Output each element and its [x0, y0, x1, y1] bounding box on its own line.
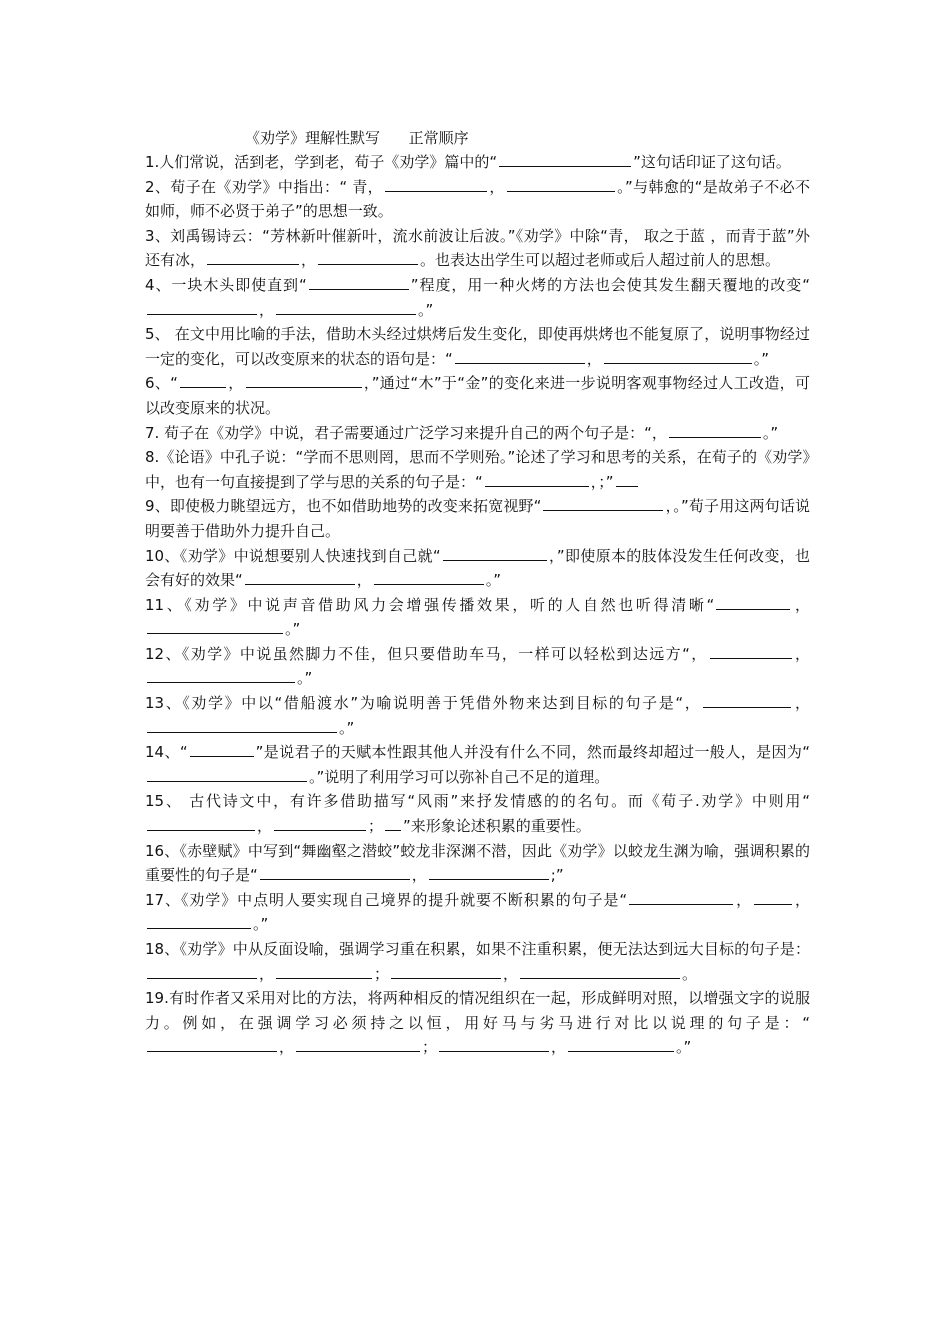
answer-blank[interactable] [543, 494, 663, 511]
question-text: 5、 在文中用比喻的手法，借助木头经过烘烤后发生变化，即使再烘烤也不能复原了，说明事物经过一定的变化，可以改变原来的状态的语句是：“ [145, 325, 810, 368]
question-text: 19.有时作者又采用对比的方法，将两种相反的情况组织在一起，形成鲜明对照，以增强文字的说服力。例如，在强调学习必须持之以恒，用好马与劣马进行对比以说理的句子是：“ [145, 989, 810, 1032]
question-15 [145, 789, 810, 838]
question-text: ， [411, 866, 427, 885]
question-text: 13、《劝学》中以“借船渡水”为喻说明善于凭借外物来达到目标的句子是“， [145, 694, 702, 713]
question-text: 。”说明了利用学习可以弥补自己不足的道理。 [309, 767, 610, 786]
answer-blank[interactable] [147, 962, 257, 979]
answer-blank[interactable] [385, 175, 487, 192]
answer-blank[interactable] [429, 863, 549, 880]
answer-blank[interactable] [499, 150, 631, 167]
answer-blank[interactable] [147, 1035, 277, 1052]
answer-blank[interactable] [318, 248, 418, 265]
question-text: ， [259, 964, 275, 983]
question-text: ， [503, 964, 519, 983]
question-text: 14、“ [145, 743, 188, 762]
question-text: 17、《劝学》中点明人要实现自己境界的提升就要不断积累的句子是“ [145, 890, 628, 909]
answer-blank[interactable] [276, 298, 416, 315]
question-16 [145, 839, 810, 888]
question-text: ， [794, 890, 810, 909]
question-1 [145, 150, 810, 175]
question-text: 。” [418, 300, 434, 319]
answer-blank[interactable] [443, 544, 547, 561]
answer-blank[interactable] [485, 470, 589, 487]
question-text: ， [301, 251, 317, 270]
answer-blank[interactable] [147, 765, 307, 782]
question-2 [145, 175, 810, 224]
question-list [145, 150, 810, 1060]
answer-blank[interactable] [703, 691, 791, 708]
question-12 [145, 642, 810, 691]
question-text: 。” [676, 1038, 692, 1057]
question-text: ， [551, 1038, 567, 1057]
question-text: 。” [339, 718, 355, 737]
answer-blank[interactable] [147, 298, 257, 315]
question-5 [145, 322, 810, 371]
question-text: 3、刘禹锡诗云：“芳林新叶催新叶，流水前波让后波。”《劝学》中除“青， 取之于蓝 ，而青于蓝”外还有冰， [145, 226, 810, 270]
answer-blank[interactable] [276, 962, 372, 979]
question-text: ，；” [590, 472, 614, 491]
question-text: ， [227, 374, 244, 393]
question-text: ， [489, 177, 505, 196]
question-4 [145, 273, 810, 322]
answer-blank[interactable] [391, 962, 501, 979]
question-text: ， [356, 571, 372, 590]
question-text: ， [259, 300, 275, 319]
question-text: 7. 荀子在《劝学》中说，君子需要通过广泛学习来提升自己的两个句子是：“， [145, 423, 667, 442]
question-text: 4、一块木头即使直到“ [145, 275, 307, 294]
question-text: ，”即使原本的肢体没发生任何改变，也会有好的效果“ [145, 546, 810, 590]
question-text: 10、《劝学》中说想要别人快速找到自己就“ [145, 546, 441, 565]
question-text: 。” [485, 571, 502, 590]
question-text: 。” [297, 669, 313, 688]
question-18 [145, 937, 810, 986]
answer-blank[interactable] [207, 248, 299, 265]
question-text: 。” [762, 423, 779, 442]
answer-blank[interactable] [190, 740, 254, 757]
question-text: 。” [285, 620, 301, 639]
answer-blank[interactable] [455, 347, 585, 364]
question-text: ， [792, 595, 810, 614]
answer-blank[interactable] [616, 470, 638, 487]
question-8 [145, 445, 810, 494]
answer-blank[interactable] [147, 617, 283, 634]
question-17 [145, 888, 810, 937]
answer-blank[interactable] [147, 716, 337, 733]
question-14 [145, 740, 810, 789]
answer-blank[interactable] [296, 1035, 420, 1052]
question-7 [145, 421, 810, 446]
answer-blank[interactable] [710, 642, 792, 659]
answer-blank[interactable] [147, 666, 295, 683]
question-9 [145, 494, 810, 543]
answer-blank[interactable] [604, 347, 752, 364]
question-text: ，”通过“木”于“金”的变化来进一步说明客观事物经过人工改造，可以改变原来的状况。 [145, 374, 810, 417]
answer-blank[interactable] [520, 962, 680, 979]
question-text: 。” [253, 915, 269, 934]
question-text: ， [279, 1038, 295, 1057]
answer-blank[interactable] [669, 421, 761, 438]
answer-blank[interactable] [716, 593, 790, 610]
question-text: ”这句话印证了这句话。 [633, 153, 791, 171]
question-text: ”程度，用一种火烤的方法也会使其发生翻天覆地的改变“ [410, 275, 810, 294]
question-6 [145, 371, 810, 420]
question-text: 15、 古代诗文中，有许多借助描写“风雨”来抒发情感的的名句。而《荀子.劝学》中则用“ [145, 792, 810, 811]
answer-blank[interactable] [245, 568, 355, 585]
answer-blank[interactable] [260, 863, 410, 880]
question-text: 11、《劝学》中说声音借助风力会增强传播效果，听的人自然也听得清晰“ [145, 595, 715, 614]
answer-blank[interactable] [507, 175, 615, 192]
answer-blank[interactable] [385, 814, 401, 831]
answer-blank[interactable] [180, 371, 226, 388]
question-text: ， [586, 349, 602, 368]
question-text: 16、《赤壁赋》中写到“舞幽壑之潜蛟”蛟龙非深渊不潜，因此《劝学》以蛟龙生渊为喻，强调积累的重要性的句子是“ [145, 841, 810, 885]
question-text: ”是说君子的天赋本性跟其他人并没有什么不同，然而最终却超过一般人，是因为“ [255, 743, 811, 762]
question-text: ， [793, 694, 810, 713]
question-text: 。 [682, 964, 698, 983]
question-text: ， [735, 890, 753, 909]
question-text: 8.《论语》中孔子说：“学而不思则罔，思而不学则殆。”论述了学习和思考的关系，在荀子的《劝学》中，也有一句直接提到了学与思的关系的句子是：“ [145, 448, 810, 491]
question-text: ;” [550, 866, 564, 885]
question-text: 。” [753, 349, 770, 368]
question-text: ”来形象论述积累的重要性。 [403, 817, 591, 836]
question-text: 。”与韩愈的“是故弟子不必不如师，师不必贤于弟子”的思想一致。 [145, 177, 810, 221]
question-text: 6、“ [145, 374, 178, 393]
answer-blank[interactable] [246, 371, 362, 388]
question-text: 1.人们常说，活到老，学到老，荀子《劝学》篇中的“ [145, 153, 498, 171]
question-text: ， [793, 644, 810, 663]
answer-blank[interactable] [274, 814, 366, 831]
question-text: ； [422, 1038, 438, 1057]
question-text: 。也表达出学生可以超过老师或后人超过前人的思想。 [420, 251, 781, 270]
question-text: 2、荀子在《劝学》中指出：“ 青， [145, 177, 384, 196]
answer-blank[interactable] [309, 273, 409, 290]
question-11 [145, 593, 810, 642]
question-3 [145, 224, 810, 273]
answer-blank[interactable] [147, 912, 251, 929]
answer-blank[interactable] [629, 888, 733, 905]
answer-blank[interactable] [568, 1035, 674, 1052]
question-text: 9、即使极力眺望远方，也不如借助地势的改变来拓宽视野“ [145, 497, 542, 516]
answer-blank[interactable] [147, 814, 255, 831]
question-text: ； [368, 817, 384, 836]
document-title: 《劝学》理解性默写 正常顺序 [245, 129, 469, 147]
question-text: ， [257, 817, 273, 836]
question-13 [145, 691, 810, 740]
question-19 [145, 986, 810, 1060]
answer-blank[interactable] [754, 888, 792, 905]
answer-blank[interactable] [439, 1035, 549, 1052]
question-text: ，。”荀子用这两句话说明要善于借助外力提升自己。 [145, 497, 810, 540]
question-10 [145, 544, 810, 593]
question-text: ； [374, 964, 390, 983]
question-text: 12、《劝学》中说虽然脚力不佳，但只要借助车马，一样可以轻松到达远方“， [145, 644, 708, 663]
answer-blank[interactable] [374, 568, 484, 585]
question-text: 18、《劝学》中从反面设喻，强调学习重在积累，如果不注重积累，便无法达到远大目标的句子是： [145, 940, 810, 958]
